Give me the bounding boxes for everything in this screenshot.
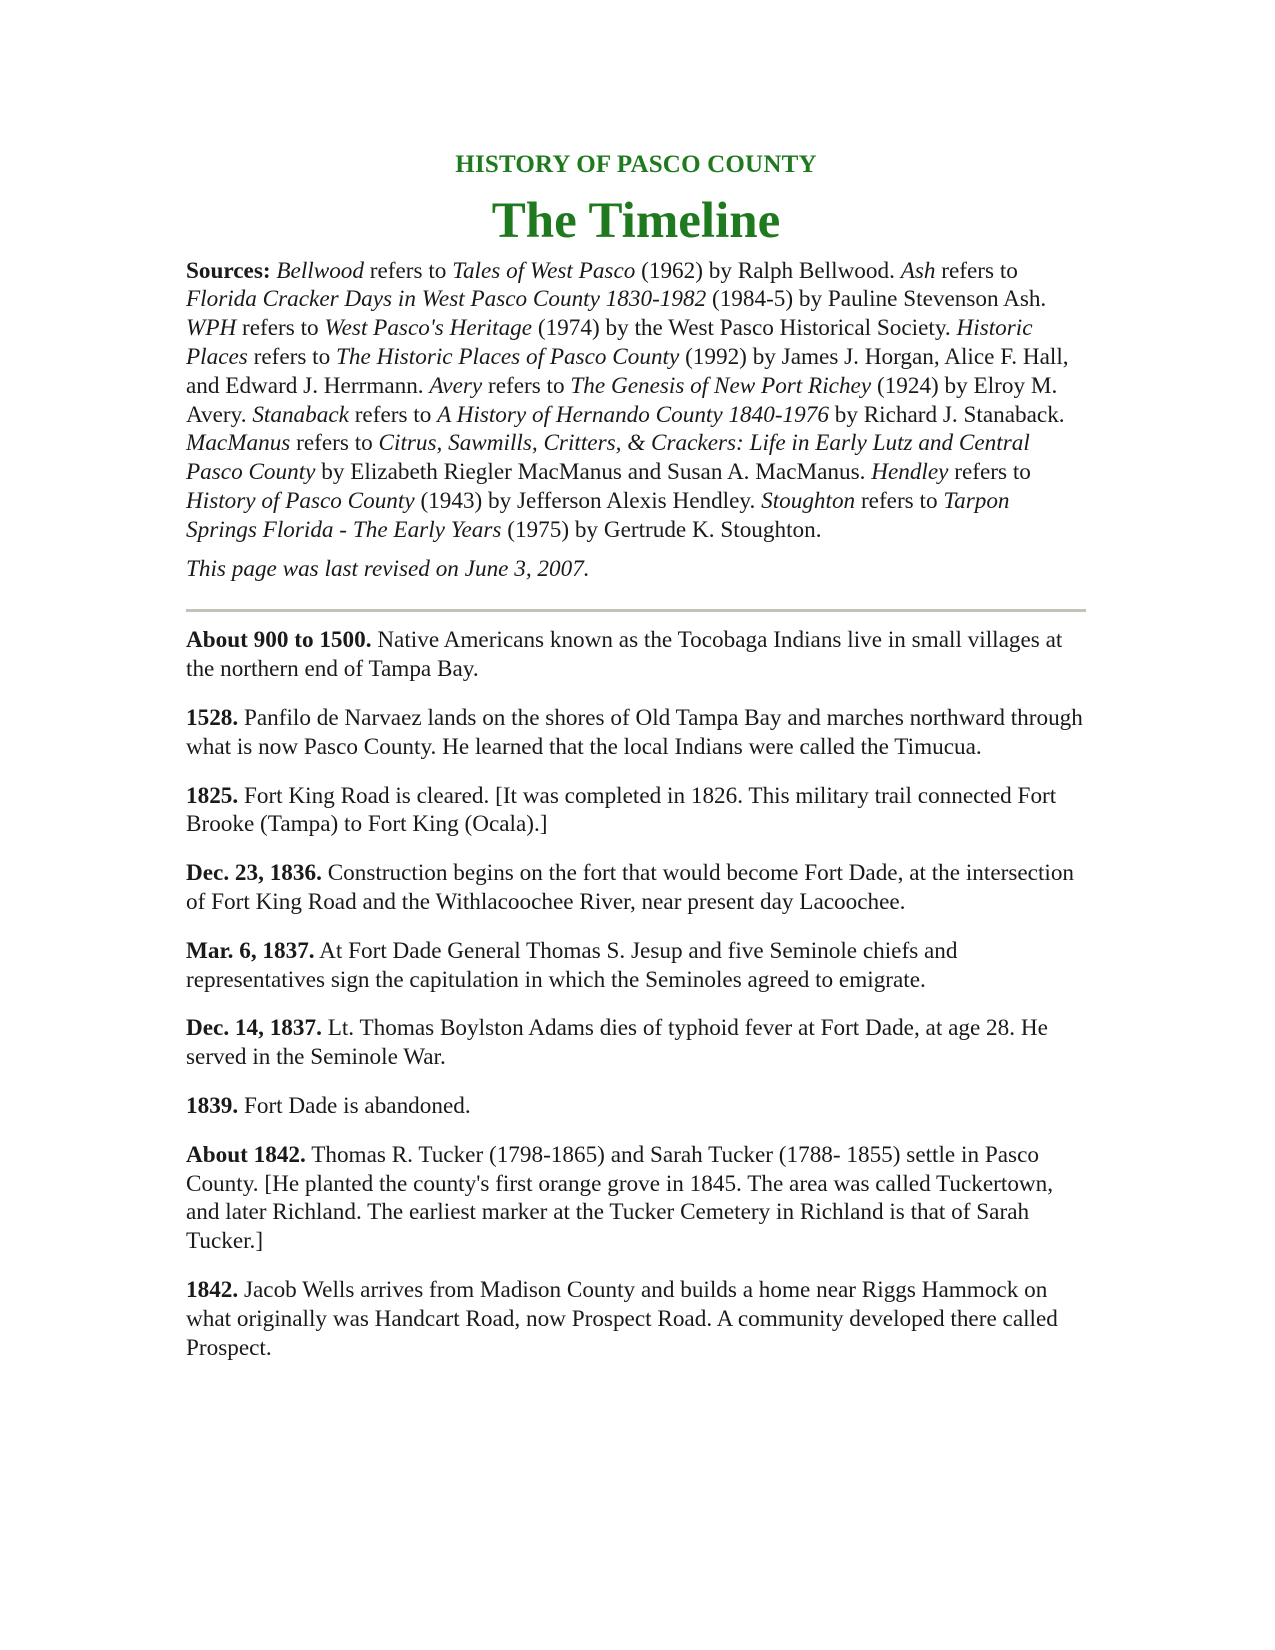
timeline-entry-text: At Fort Dade General Thomas S. Jesup and five Seminole chiefs and representatives sign the capitulation in which the Seminoles agreed to emigrate. (186, 937, 958, 993)
timeline-entry (186, 1014, 1086, 1072)
timeline-entry-date: Mar. 6, 1837. (186, 937, 315, 964)
timeline-entry (186, 1092, 1086, 1121)
timeline-entry (186, 1141, 1086, 1256)
source-title-text: The Genesis of New Port Richey (570, 372, 872, 399)
source-text: (1992) by James J. Horgan, Alice F. Hall, and Edward J. Herrmann. (186, 344, 1069, 399)
source-text: refers to (855, 488, 944, 515)
source-title-text: Historic Places (186, 315, 1033, 371)
timeline-entry-date: 1825. (186, 782, 239, 809)
source-title-text: Stanaback (252, 401, 349, 428)
source-title-text: Ash (900, 257, 936, 284)
timeline-entry (186, 626, 1086, 684)
timeline-entry-date: 1839. (186, 1092, 239, 1119)
timeline-entry-date: 1842. (186, 1276, 239, 1303)
horizontal-divider (186, 609, 1086, 612)
page-title: The Timeline (491, 193, 781, 249)
source-text: by Richard J. Stanaback. (828, 401, 1065, 428)
source-title-text: MacManus (186, 430, 291, 457)
source-title-text: Bellwood (276, 257, 364, 284)
timeline-entry (186, 859, 1086, 917)
source-text: refers to (247, 344, 337, 371)
timeline-entry-date: Dec. 23, 1836. (186, 860, 322, 887)
page-kicker: HISTORY OF PASCO COUNTY (455, 151, 817, 178)
source-title-text: Tarpon Springs Florida - The Early Years (186, 488, 1010, 543)
timeline-entry (186, 704, 1086, 762)
source-title-text: WPH (186, 315, 237, 342)
timeline-entry-text: Panfilo de Narvaez lands on the shores of Old Tampa Bay and marches northward through what is now Pasco County. He learned that the local Indians were called the Timucua. (186, 705, 1083, 760)
source-text: refers to (348, 401, 438, 428)
source-text: (1974) by the West Pasco Historical Society. (532, 315, 957, 342)
timeline-entry (186, 1276, 1086, 1362)
timeline-entry-text: Lt. Thomas Boylston Adams dies of typhoid fever at Fort Dade, at age 28. He served in the Seminole War. (186, 1015, 1048, 1071)
source-text: (1924) by Elroy M. Avery. (186, 372, 1058, 428)
source-text: refers to (290, 430, 379, 457)
source-text: refers to (236, 315, 325, 342)
source-text: by Elizabeth Riegler MacManus and Susan A. MacManus. (315, 459, 872, 486)
source-text: (1962) by Ralph Bellwood. (635, 257, 901, 284)
sources-body (186, 258, 1069, 543)
timeline-entry-text: Thomas R. Tucker (1798-1865) and Sarah Tucker (1788- 1855) settle in Pasco County. [He planted the county's first orange grove in 1845. The area was called Tuckertown, and later Richland. The earliest marker at the Tucker Cemetery in Richland is that of Sarah Tucker.] (186, 1141, 1054, 1255)
source-title-text: The Historic Places of Pasco County (336, 344, 680, 371)
source-text: refers to (935, 257, 1018, 284)
timeline-entry-text: Fort King Road is cleared. [It was completed in 1826. This military trail connected Fort Brooke (Tampa) to Fort King (Ocala).] (186, 782, 1057, 838)
source-text: (1984-5) by Pauline Stevenson Ash. (706, 286, 1047, 313)
timeline-entry-text: Native Americans known as the Tocobaga Indians live in small villages at the northern end of Tampa Bay. (186, 627, 1063, 683)
source-title-text: West Pasco's Heritage (324, 315, 533, 342)
timeline-list (186, 626, 1086, 1362)
timeline-entry-date: 1528. (186, 705, 239, 731)
source-title-text: Hendley (871, 459, 949, 486)
timeline-entry-text: Jacob Wells arrives from Madison County and builds a home near Riggs Hammock on what originally was Handcart Road, now Prospect Road. A community developed there called Prospect. (186, 1276, 1058, 1361)
timeline-entry-text: Fort Dade is abandoned. (238, 1092, 471, 1119)
timeline-entry (186, 937, 1086, 995)
source-title-text: History of Pasco County (186, 488, 415, 515)
timeline-entry (186, 782, 1086, 840)
source-text: refers to (948, 459, 1031, 486)
source-title-text: Citrus, Sawmills, Critters, & Crackers: Life in Early Lutz and Central Pasco County (186, 430, 1030, 486)
source-text: refers to (363, 257, 453, 284)
source-title-text: Florida Cracker Days in West Pasco County 1830-1982 (186, 286, 707, 313)
source-text: (1943) by Jefferson Alexis Hendley. (414, 488, 762, 515)
source-title-text: Avery (429, 372, 483, 399)
revision-note: This page was last revised on June 3, 2007. (186, 555, 590, 582)
source-title-text: A History of Hernando County 1840-1976 (437, 401, 829, 428)
source-title-text: Tales of West Pasco (452, 257, 636, 284)
timeline-entry-date: About 900 to 1500. (186, 627, 372, 654)
source-text: refers to (482, 372, 571, 399)
timeline-entry-text: Construction begins on the fort that would become Fort Dade, at the intersection of Fort King Road and the Withlacoochee River, near present day Lacoochee. (186, 860, 1075, 915)
document-page (186, 150, 1086, 1382)
source-title-text: Stoughton (761, 488, 856, 515)
sources-paragraph (186, 257, 1086, 545)
timeline-entry-date: About 1842. (186, 1141, 306, 1168)
timeline-entry-date: Dec. 14, 1837. (186, 1015, 322, 1042)
source-text: (1975) by Gertrude K. Stoughton. (501, 516, 822, 543)
sources-label: Sources: (186, 257, 271, 284)
